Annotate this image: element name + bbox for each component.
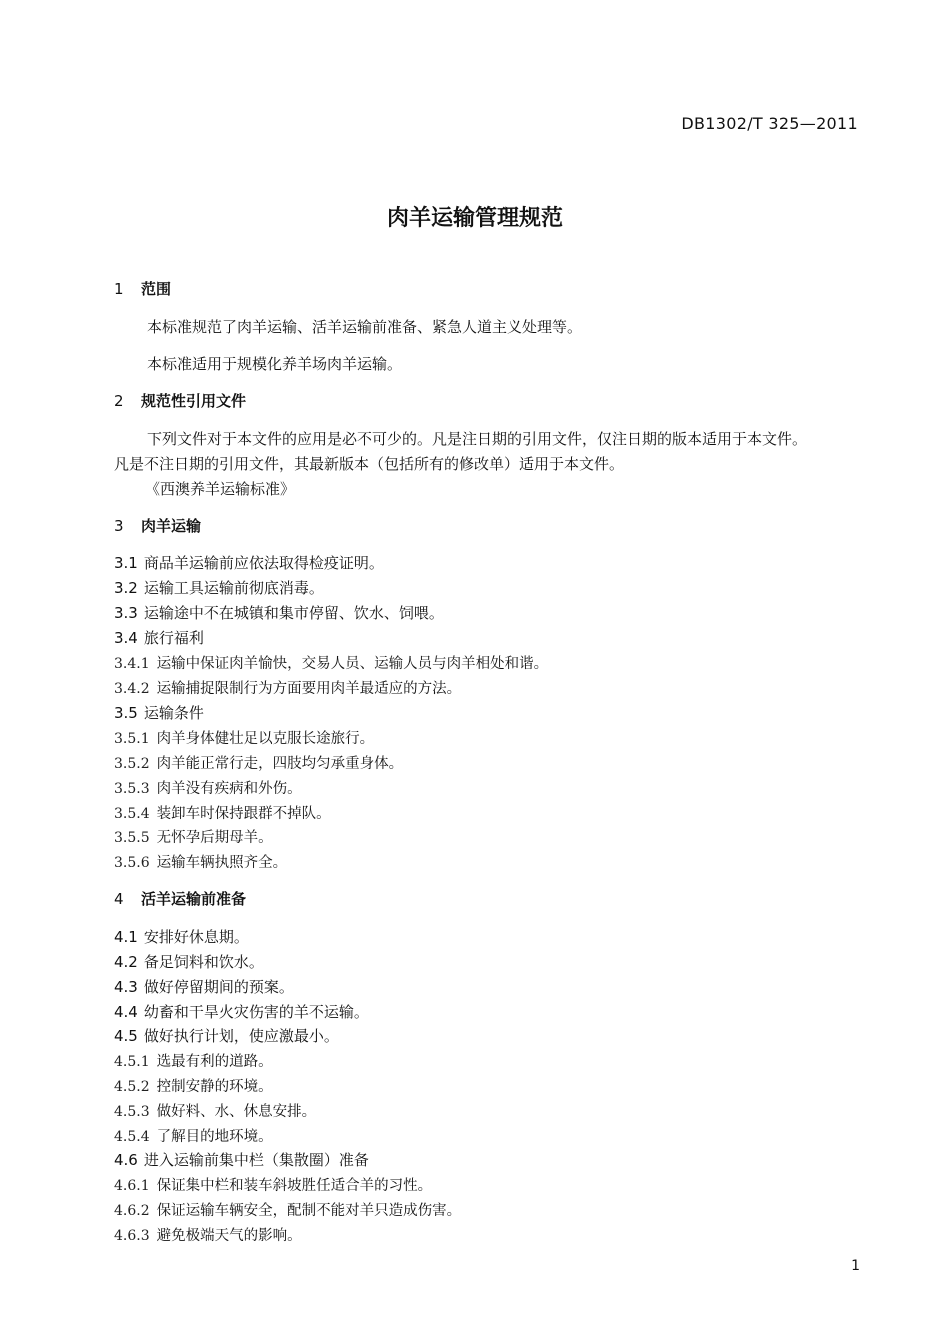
clause-text: 进入运输前集中栏（集散圈）准备 [143,1151,369,1169]
clause-text: 保证运输车辆安全，配制不能对羊只造成伤害。 [156,1203,462,1219]
clause [114,976,294,997]
clause-number: 4.5 [114,1027,138,1045]
clause-number: 4.5.2 [114,1079,150,1095]
clause-number: 4.5.3 [114,1104,150,1120]
clause-text: 运输工具运输前彻底消毒。 [143,579,324,597]
clause-number: 3.5.4 [114,806,150,822]
section-heading-scope [114,278,171,299]
clause-text: 做好料、水、休息安排。 [156,1104,317,1120]
clause [114,627,204,648]
clause-number: 3.4.1 [114,656,150,672]
section-number: 1 [114,280,124,298]
clause-number: 3.5.3 [114,781,150,797]
paragraph: 本标准适用于规模化养羊场肉羊运输。 [147,355,403,373]
section-heading-transport [114,515,201,536]
clause-text: 旅行福利 [143,629,204,647]
sub-clause [114,727,374,748]
clause-text: 选最有利的道路。 [156,1054,273,1070]
sub-clause [114,826,273,847]
clause-number: 3.5.1 [114,731,150,747]
clause-number: 4.4 [114,1003,138,1021]
clause [114,552,384,573]
section-heading-references [114,390,246,411]
clause-number: 4.5.1 [114,1054,150,1070]
clause-number: 3.3 [114,604,138,622]
clause-number: 4.6.3 [114,1228,150,1244]
sub-clause [114,677,461,698]
clause-text: 幼畜和干旱火灾伤害的羊不运输。 [143,1003,369,1021]
section-number: 3 [114,517,124,535]
section-heading-preparation [114,888,246,909]
clause-number: 3.5.2 [114,756,150,772]
sub-clause [114,652,548,673]
clause-number: 3.5 [114,704,138,722]
sub-clause [114,1224,302,1245]
clause-text: 装卸车时保持跟群不掉队。 [156,806,331,822]
clause [114,1149,369,1170]
clause [114,951,264,972]
clause-number: 4.6.2 [114,1203,150,1219]
sub-clause [114,752,403,773]
clause-text: 做好执行计划，使应激最小。 [143,1027,339,1045]
sub-clause [114,1125,273,1146]
paragraph: 下列文件对于本文件的应用是必不可少的。凡是注日期的引用文件，仅注日期的版本适用于本文件。 [147,430,808,448]
reference-item: 《西澳养羊运输标准》 [145,480,296,498]
clause-number: 3.1 [114,554,138,572]
section-number: 2 [114,392,124,410]
document-code: DB1302/T 325—2011 [681,114,858,133]
clause-text: 无怀孕后期母羊。 [156,830,273,846]
clause-text: 保证集中栏和装车斜坡胜任适合羊的习性。 [156,1178,433,1194]
clause-number: 4.6.1 [114,1178,150,1194]
clause-number: 3.5.6 [114,855,150,871]
sub-clause [114,777,302,798]
clause-number: 4.1 [114,928,138,946]
sub-clause [114,851,287,872]
document-title: 肉羊运输管理规范 [386,206,563,231]
clause-text: 肉羊能正常行走，四肢均匀承重身体。 [156,756,404,772]
sub-clause [114,1174,432,1195]
section-title: 肉羊运输 [141,517,202,535]
clause [114,702,204,723]
sub-clause [114,1050,273,1071]
clause-text: 备足饲料和饮水。 [143,953,264,971]
clause-text: 运输车辆执照齐全。 [156,855,288,871]
clause [114,1001,369,1022]
clause-number: 4.2 [114,953,138,971]
clause-text: 运输条件 [143,704,204,722]
section-title: 规范性引用文件 [141,392,247,410]
paragraph-continuation: 凡是不注日期的引用文件，其最新版本（包括所有的修改单）适用于本文件。 [114,455,625,473]
clause-number: 3.2 [114,579,138,597]
clause-number: 3.5.5 [114,830,150,846]
clause-text: 运输途中不在城镇和集市停留、饮水、饲喂。 [143,604,444,622]
page-number: 1 [851,1258,860,1274]
clause-text: 运输捕捉限制行为方面要用肉羊最适应的方法。 [156,681,462,697]
sub-clause [114,1100,316,1121]
sub-clause [114,1199,461,1220]
clause-number: 4.6 [114,1151,138,1169]
clause-number: 4.3 [114,978,138,996]
clause-text: 运输中保证肉羊愉快，交易人员、运输人员与肉羊相处和谐。 [156,656,549,672]
clause-text: 做好停留期间的预案。 [143,978,294,996]
clause-number: 4.5.4 [114,1129,150,1145]
section-title: 活羊运输前准备 [141,890,247,908]
clause [114,602,444,623]
clause [114,1025,339,1046]
clause-text: 肉羊没有疾病和外伤。 [156,781,302,797]
clause-text: 肉羊身体健壮足以克服长途旅行。 [156,731,375,747]
clause-text: 避免极端天气的影响。 [156,1228,302,1244]
clause [114,926,249,947]
clause-number: 3.4 [114,629,138,647]
clause-number: 3.4.2 [114,681,150,697]
clause-text: 控制安静的环境。 [156,1079,273,1095]
clause-text: 安排好休息期。 [143,928,249,946]
section-title: 范围 [141,280,172,298]
clause [114,577,324,598]
clause-text: 了解目的地环境。 [156,1129,273,1145]
paragraph: 本标准规范了肉羊运输、活羊运输前准备、紧急人道主义处理等。 [147,318,583,336]
sub-clause [114,802,331,823]
clause-text: 商品羊运输前应依法取得检疫证明。 [143,554,384,572]
section-number: 4 [114,890,124,908]
sub-clause [114,1075,273,1096]
